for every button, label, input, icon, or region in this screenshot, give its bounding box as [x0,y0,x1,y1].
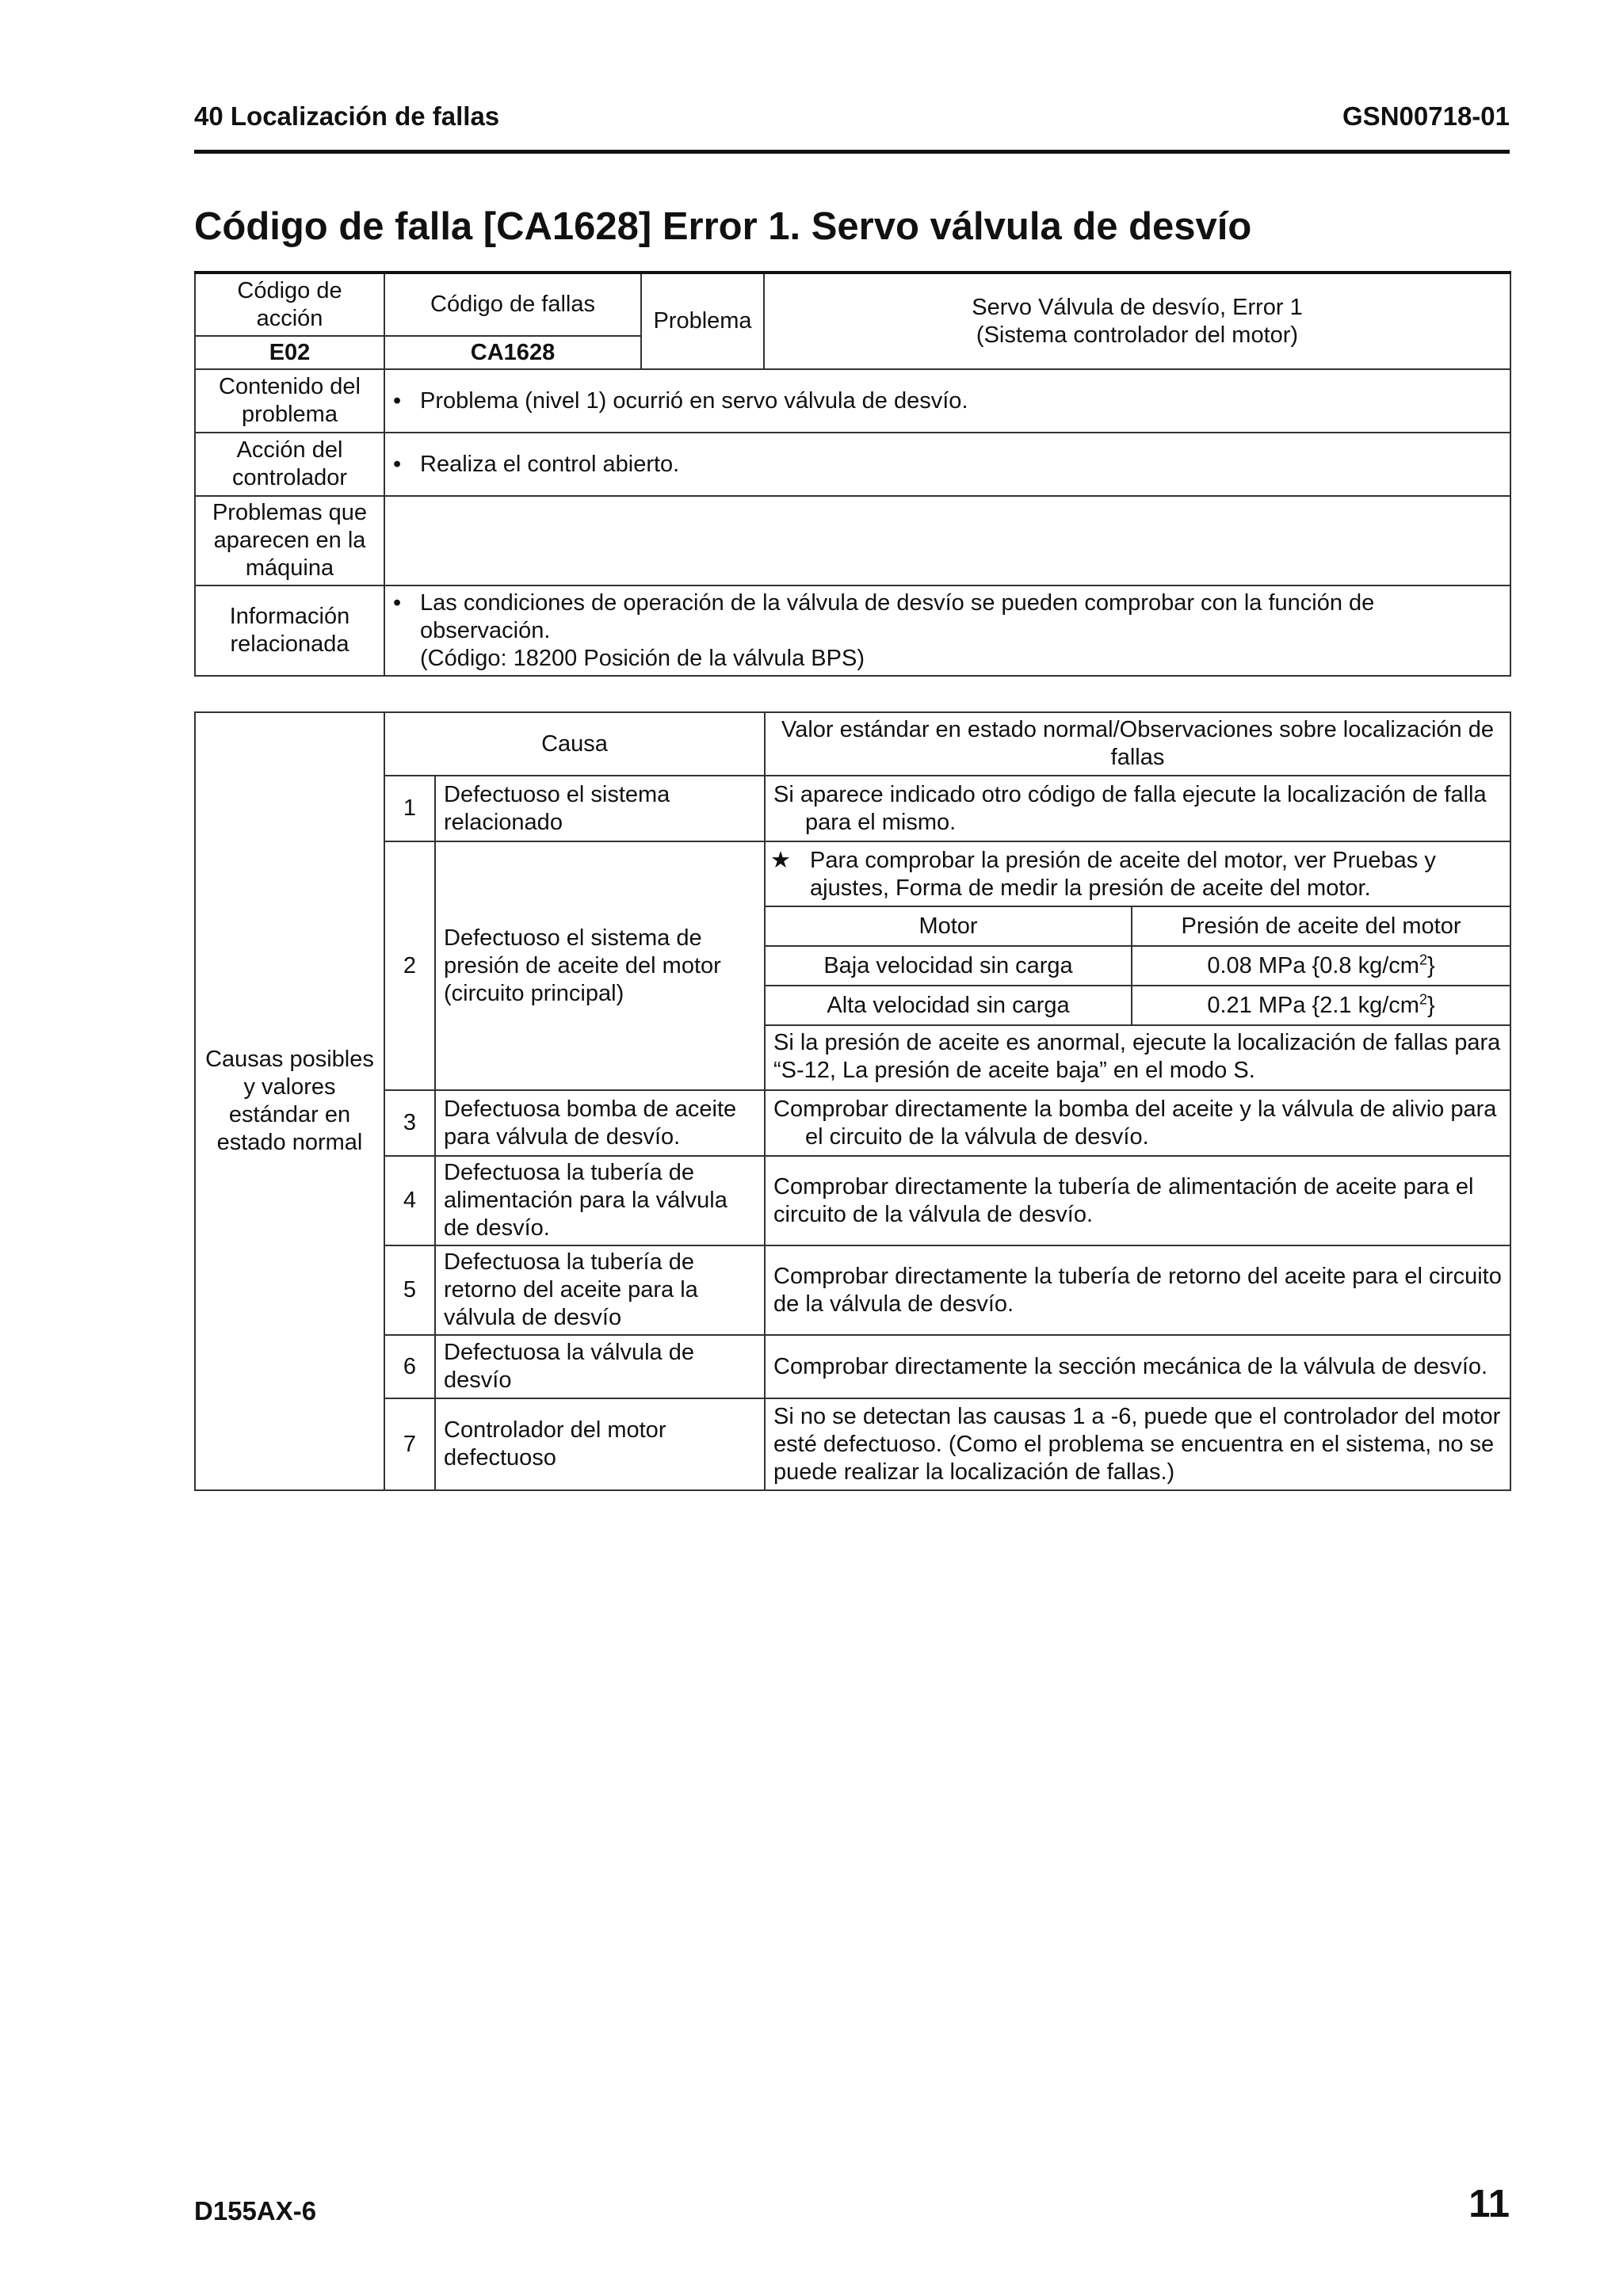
cause-text: Controlador del motor defectuoso [435,1398,765,1490]
table-row [195,1398,1510,1490]
cause-text: Defectuoso el sistema de presión de aceite del motor (circuito principal) [435,841,765,1090]
pressure-low-idle: 0.08 MPa {0.8 $kg/cm^2$} [1132,946,1510,986]
pressure-header: Presión de aceite del motor [1132,906,1510,946]
page-header [194,98,1510,154]
pressure-high-idle: 0.21 MPa {2.1 $kg/cm^2$} [1132,986,1510,1024]
oil-pressure-note: Si la presión de aceite es anormal, ejecute la localización de fallas para “S-12, La presión de aceite baja” en el modo S. [766,1024,1510,1089]
cause-number: 4 [384,1156,435,1245]
action-code-value: E02 [195,336,384,369]
related-info: • Las condiciones de operación de la válvula de desvío se pueden comprobar con la función de observación. (Código: 18200 Posición de la válvula BPS) [384,585,1510,676]
section-title: 40 Localización de fallas [194,101,500,131]
value-header: Valor estándar en estado normal/Observaciones sobre localización de fallas [765,712,1510,776]
cause-number: 1 [384,776,435,841]
star-icon: ★ [770,848,792,873]
cause-text: Defectuosa la válvula de desvío [435,1335,765,1398]
cause-value: Comprobar directamente la tubería de retorno del aceite para el circuito de la válvula de desvío. [765,1245,1510,1335]
problem-label: Problema [641,273,764,369]
oil-pressure-table [766,906,1510,1024]
table-row [195,1335,1510,1398]
problem-content-label: Contenido del problema [195,369,384,433]
document-code: GSN00718-01 [1342,101,1510,131]
causes-table [194,711,1511,1491]
page-number: 11 [1468,2183,1510,2225]
model-number: D155AX-6 [194,2196,317,2225]
cause-text: Defectuoso el sistema relacionado [435,776,765,841]
cause-text: Defectuosa la tubería de retorno del aceite para la válvula de desvío [435,1245,765,1335]
engine-low-idle: Baja velocidad sin carga [766,946,1132,986]
causes-side-label: Causas posibles y valores estándar en estado normal [195,712,384,1490]
related-info-label: Información relacionada [195,585,384,676]
engine-header: Motor [766,906,1132,946]
table-row [195,1156,1510,1245]
table-row [195,841,1510,1090]
cause-number: 3 [384,1090,435,1156]
controller-action-label: Acción del controlador [195,433,384,496]
cause-number: 7 [384,1398,435,1490]
table-row [195,1090,1510,1156]
controller-action: • Realiza el control abierto. [384,433,1510,496]
page-title: Código de falla [CA1628] Error 1. Servo válvula de desvío [194,205,1252,248]
problem-content: • Problema (nivel 1) ocurrió en servo válvula de desvío. [384,369,1510,433]
fault-code-label: Código de fallas [384,273,641,336]
cause-value: Si no se detectan las causas 1 a -6, puede que el controlador del motor esté defectuoso. (Como el problema se encuentra en el sistema, no se puede realizar la localización de fallas.) [765,1398,1510,1490]
machine-problems [384,496,1510,585]
cause-value: Comprobar directamente la bomba del aceite y la válvula de alivio para el circuito de la válvula de desvío. [765,1090,1510,1156]
cause-text: Defectuosa la tubería de alimentación para la válvula de desvío. [435,1156,765,1245]
cause-value: Si aparece indicado otro código de falla ejecute la localización de falla para el mismo. [765,776,1510,841]
cause-number: 5 [384,1245,435,1335]
cause-number: 6 [384,1335,435,1398]
cause-value: ★ Para comprobar la presión de aceite del motor, ver Pruebas y ajustes, Forma de medir la presión de aceite del motor. Motor Presión de aceite del motor Baja velocidad sin carga 0.08 MPa {0.8 $kg/cm^2$} Alta velocidad sin carga 0.21 MPa {2.1 $kg/cm^2$} Si la presión de aceite es anormal, ejecute la localización de fallas para “S-12, La presión de aceite baja” en el modo S. [765,841,1510,1090]
engine-high-idle: Alta velocidad sin carga [766,986,1132,1024]
problem-description: Servo Válvula de desvío, Error 1 (Sistema controlador del motor) [764,273,1510,369]
fault-code-value: CA1628 [384,336,641,369]
action-code-label: Código de acción [195,273,384,336]
cause-number: 2 [384,841,435,1090]
table-row [195,1245,1510,1335]
cause-value: Comprobar directamente la sección mecánica de la válvula de desvío. [765,1335,1510,1398]
cause-text: Defectuosa bomba de aceite para válvula de desvío. [435,1090,765,1156]
cause-value: Comprobar directamente la tubería de alimentación de aceite para el circuito de la válvula de desvío. [765,1156,1510,1245]
machine-problems-label: Problemas que aparecen en la máquina [195,496,384,585]
fault-info-table [194,271,1511,677]
table-row [195,776,1510,841]
cause-header: Causa [384,712,765,776]
